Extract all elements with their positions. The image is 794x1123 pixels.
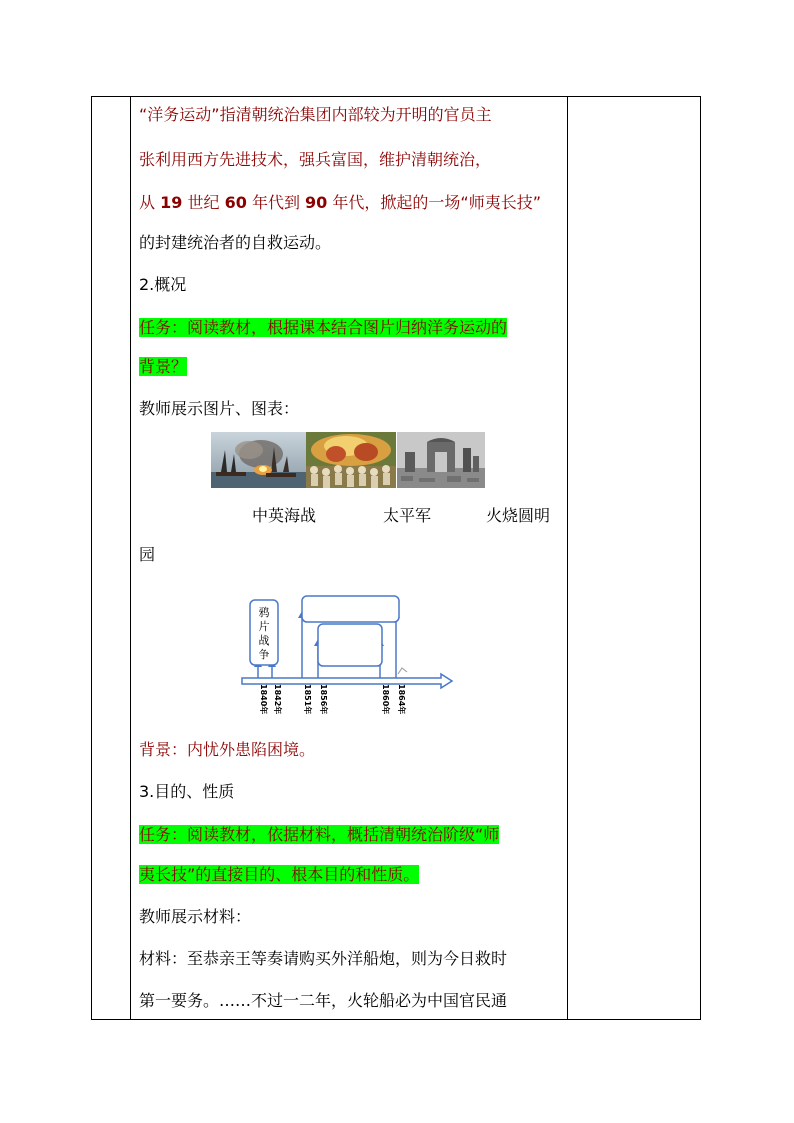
- timeline-diagram: [236, 588, 466, 728]
- year-label: 1851年: [303, 684, 312, 715]
- definition-line-1: “洋务运动”指清朝统治集团内部较为开明的官员主: [139, 105, 492, 124]
- teacher-show-material: 教师展示材料：: [139, 907, 252, 926]
- section-heading-purpose: 3.目的、性质: [139, 782, 235, 801]
- second-opium-war-box: [318, 624, 382, 666]
- box-label-char: 片: [258, 620, 270, 633]
- task-line-1: [139, 317, 507, 339]
- task2-line-2: [139, 864, 419, 886]
- caption-naval-battle: 中英海战: [252, 506, 317, 525]
- taiping-period-box: [302, 596, 399, 622]
- year-label: 1860年: [381, 684, 390, 715]
- material-line-1: 材料：至恭亲王等奏请购买外洋船炮，则为今日救时: [139, 949, 508, 968]
- year-label: 1856年: [319, 684, 328, 715]
- taiping-army-image: [306, 432, 396, 488]
- naval-battle-image: [211, 432, 306, 488]
- year-label: 1842年: [273, 684, 282, 715]
- column-divider-left: [130, 97, 131, 1019]
- task-highlight: 夷长技”的直接目的、根本目的和性质。: [139, 865, 420, 884]
- box-label-char: 鸦: [258, 606, 270, 619]
- box-label-char: 争: [258, 648, 270, 661]
- caption-summer-palace: 火烧圆明: [486, 506, 551, 525]
- task-line-2: [139, 356, 187, 378]
- material-line-2: 第一要务。……不过一二年，火轮船必为中国官民通: [139, 991, 508, 1010]
- task2-line-1: [139, 824, 499, 846]
- task-highlight: 背景？: [139, 357, 188, 376]
- task-highlight: 任务：阅读教材，根据课本结合图片归纳洋务运动的: [139, 318, 508, 337]
- teacher-show-images: 教师展示图片、图表：: [139, 399, 300, 418]
- column-divider-right: [567, 97, 568, 1019]
- old-summer-palace-ruins-image: [397, 432, 485, 488]
- box-label-char: 战: [258, 634, 270, 647]
- background-conclusion: 背景：内忧外患陷困境。: [139, 740, 316, 759]
- year-label: 1864年: [397, 684, 406, 715]
- section-heading-overview: 2.概况: [139, 275, 187, 294]
- caption-summer-palace-wrap: 园: [139, 545, 156, 564]
- task-highlight: 任务：阅读教材，依据材料，概括清朝统治阶级“师: [139, 825, 500, 844]
- definition-line-3: 从 19 世纪 60 年代到 90 年代，掀起的一场“师夷长技”: [139, 193, 541, 212]
- cursor-mark: [398, 668, 407, 674]
- definition-line-4: 的封建统治者的自救运动。: [139, 233, 332, 252]
- definition-line-2: 张利用西方先进技术，强兵富国，维护清朝统治，: [139, 150, 492, 169]
- caption-taiping-army: 太平军: [383, 506, 432, 525]
- year-label: 1840年: [259, 684, 268, 715]
